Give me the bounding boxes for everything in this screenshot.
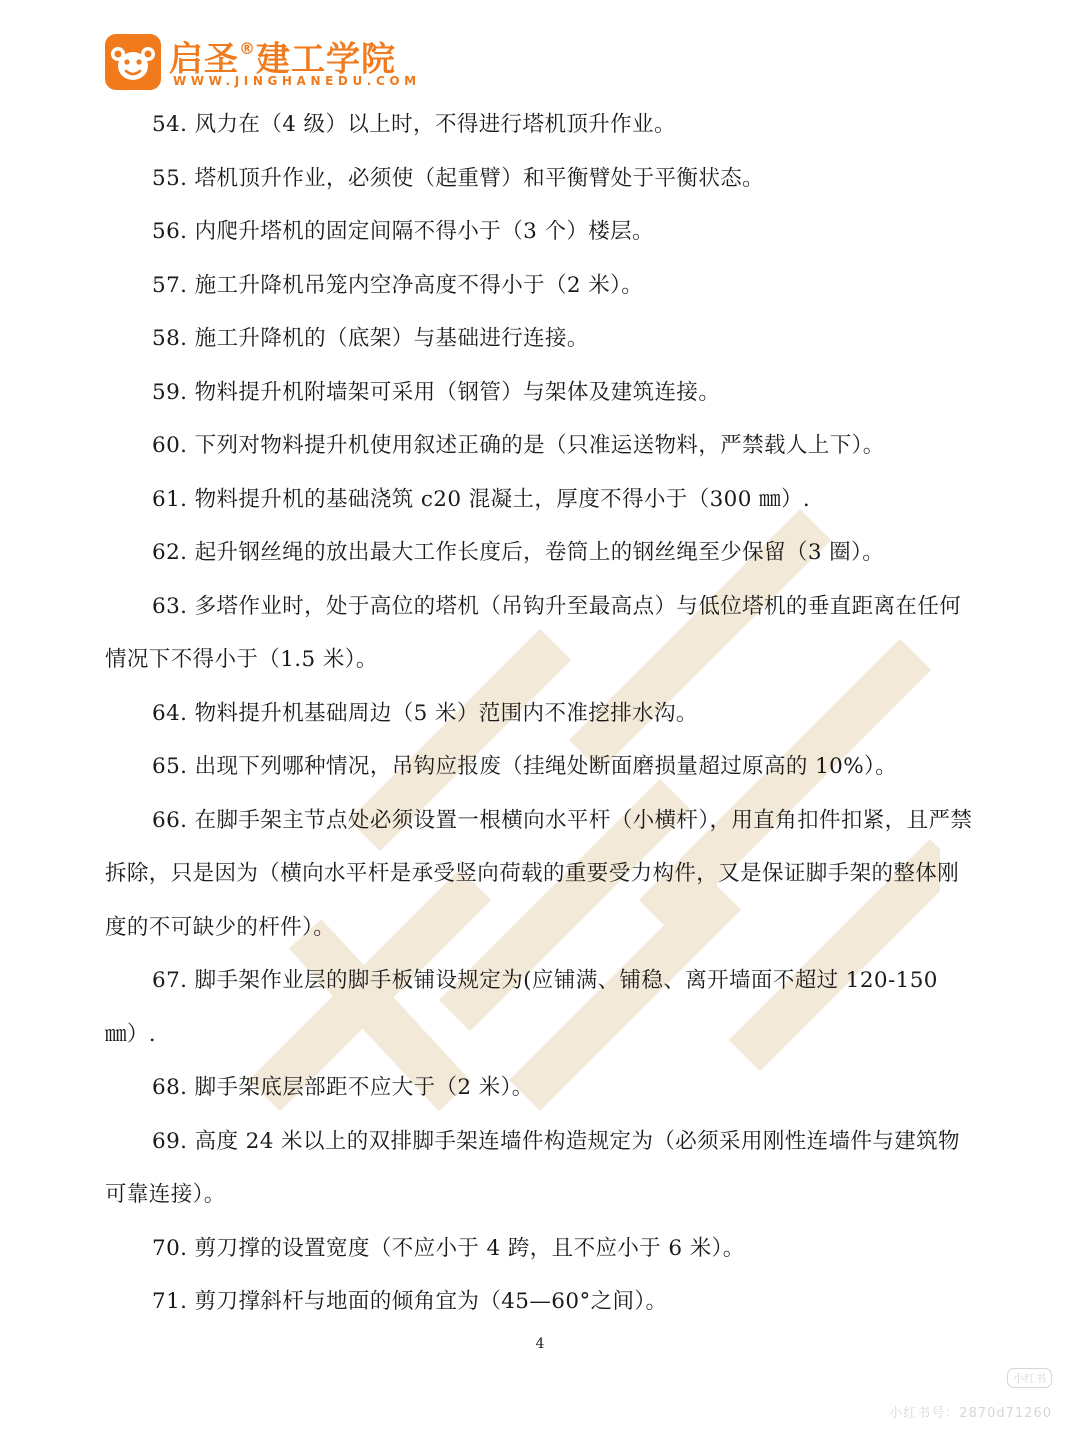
list-item: 62. 起升钢丝绳的放出最大工作长度后，卷筒上的钢丝绳至少保留（3 圈）。 xyxy=(152,540,885,565)
page-number: 4 xyxy=(535,1336,545,1352)
list-item: 57. 施工升降机吊笼内空净高度不得小于（2 米）。 xyxy=(152,272,644,298)
list-item: 70. 剪刀撑的设置宽度（不应小于 4 跨，且不应小于 6 米）。 xyxy=(152,1235,745,1261)
brand-name-main: 启圣 xyxy=(169,39,239,80)
brand-name-suffix: 建工学院 xyxy=(256,39,396,80)
list-item: 59. 物料提升机附墙架可采用（钢管）与架体及建筑连接。 xyxy=(152,379,721,405)
question-list xyxy=(105,98,980,1329)
list-item: 64. 物料提升机基础周边（5 米）范围内不准挖排水沟。 xyxy=(152,700,698,726)
list-item: 56. 内爬升塔机的固定间隔不得小于（3 个）楼层。 xyxy=(152,219,654,244)
list-item: 66. 在脚手架主节点处必须设置一根横向水平杆（小横杆），用直角扣件扣紧，且严禁拆除，只是因为（横向水平杆是承受竖向荷载的重要受力构件，又是保证脚手架的整体刚度的不可缺少的杆件）。 xyxy=(105,807,973,940)
platform-watermark xyxy=(889,1368,1052,1421)
list-item: 60. 下列对物料提升机使用叙述正确的是（只准运送物料，严禁载人上下）。 xyxy=(152,433,885,458)
list-item: 54. 风力在（4 级）以上时，不得进行塔机顶升作业。 xyxy=(152,112,676,137)
list-item: 58. 施工升降机的（底架）与基础进行连接。 xyxy=(152,326,589,351)
list-item: 68. 脚手架底层部距不应大于（2 米）。 xyxy=(152,1075,534,1100)
list-item: 55. 塔机顶升作业，必须使（起重臂）和平衡臂处于平衡状态。 xyxy=(152,165,765,191)
platform-id: 小红书号：2870d71260 xyxy=(889,1406,1052,1421)
registered-mark: ® xyxy=(239,39,256,58)
monkey-logo-icon xyxy=(105,34,161,90)
list-item: 65. 出现下列哪种情况，吊钩应报废（挂绳处断面磨损量超过原高的 10%）。 xyxy=(152,754,898,779)
list-item: 63. 多塔作业时，处于高位的塔机（吊钩升至最高点）与低位塔机的垂直距离在任何情况下不得小于（1.5 米）。 xyxy=(105,593,962,672)
list-item: 71. 剪刀撑斜杆与地面的倾角宜为（45—60°之间）。 xyxy=(152,1289,668,1314)
platform-logo: 小红书 xyxy=(1007,1368,1052,1388)
list-item: 69. 高度 24 米以上的双排脚手架连墙件构造规定为（必须采用刚性连墙件与建筑物可靠连接）。 xyxy=(105,1128,960,1207)
brand-url: WWW.JINGHANEDU.COM xyxy=(173,74,421,88)
list-item: 67. 脚手架作业层的脚手板铺设规定为(应铺满、铺稳、离开墙面不超过 120-150 ㎜）. xyxy=(105,968,938,1047)
list-item: 61. 物料提升机的基础浇筑 c20 混凝土，厚度不得小于（300 ㎜）. xyxy=(152,486,811,512)
